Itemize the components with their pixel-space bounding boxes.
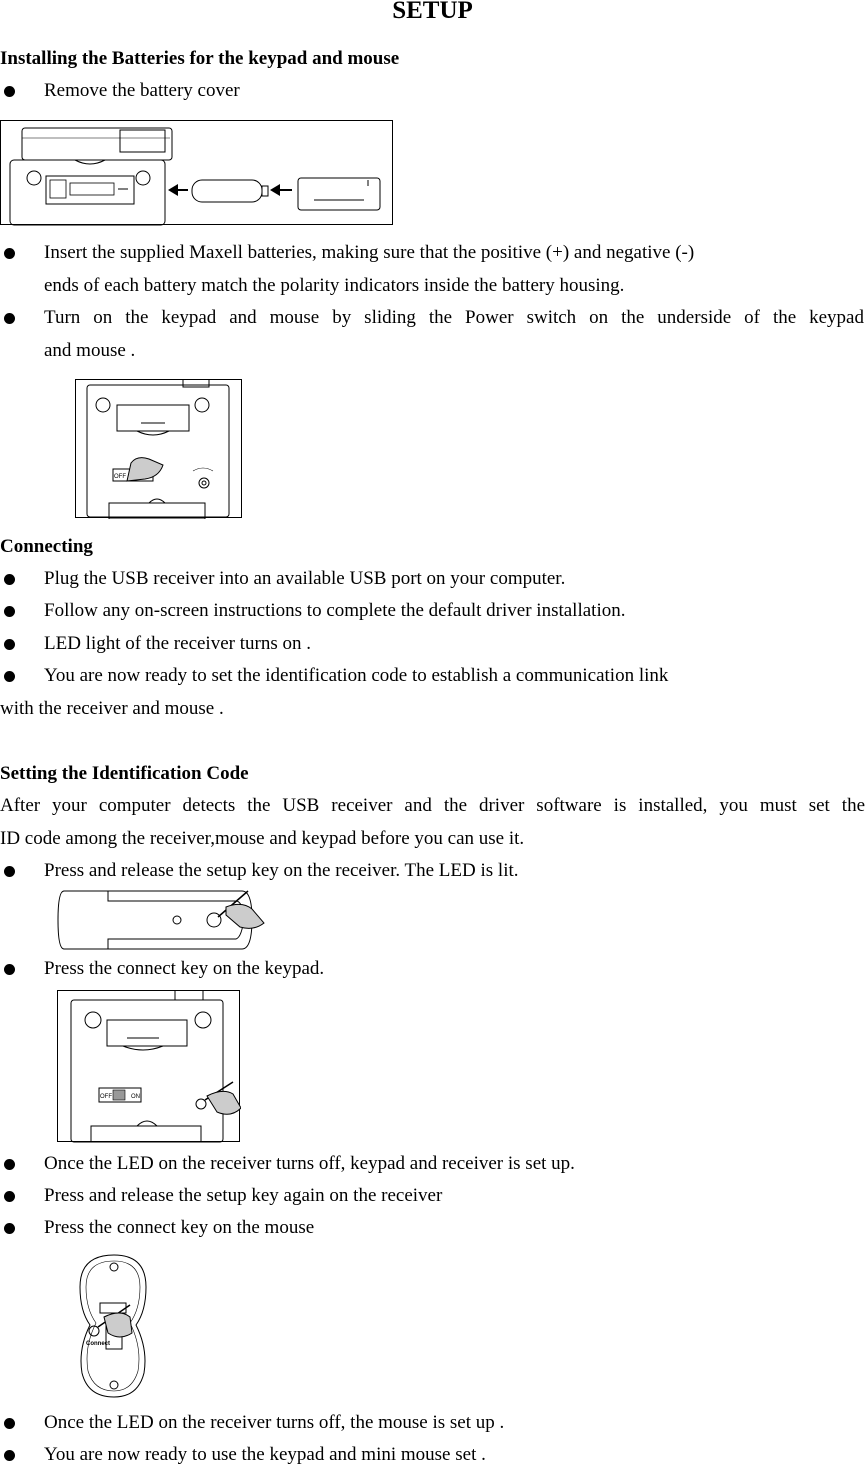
list-item-continuation: and mouse . (44, 340, 136, 361)
bullet-icon (4, 639, 15, 650)
connect-label: Connect (86, 1341, 110, 1347)
list-item: Turn on the keypad and mouse by sliding the Power switch on the underside of the keypad (44, 307, 864, 328)
battery-cover-figure (0, 120, 394, 226)
list-item: You are now ready to use the keypad and mini mouse set . (44, 1444, 486, 1465)
bullet-icon (4, 1159, 15, 1170)
list-item: Remove the battery cover (44, 80, 240, 101)
keypad-power-switch-figure (75, 379, 243, 519)
list-item: Plug the USB receiver into an available USB port on your computer. (44, 568, 566, 589)
bullet-icon (4, 671, 15, 682)
list-item: Once the LED on the receiver turns off, the mouse is set up . (44, 1412, 505, 1433)
list-item-continuation: ends of each battery match the polarity indicators inside the battery housing. (44, 275, 625, 296)
bullet-icon (4, 606, 15, 617)
paragraph-line: ID code among the receiver,mouse and keypad before you can use it. (0, 828, 525, 849)
mouse-connect-key-figure (74, 1253, 154, 1399)
bullet-icon (4, 1450, 15, 1461)
keypad-connect-key-figure (57, 990, 241, 1143)
list-item: Once the LED on the receiver turns off, keypad and receiver is set up. (44, 1153, 575, 1174)
list-item: Press the connect key on the mouse (44, 1217, 315, 1238)
bullet-icon (4, 248, 15, 259)
bullet-icon (4, 1223, 15, 1234)
section-heading-connecting: Connecting (0, 536, 93, 557)
list-item: LED light of the receiver turns on . (44, 633, 311, 654)
off-label: OFF (100, 1094, 112, 1100)
list-item: Press and release the setup key again on the receiver (44, 1185, 443, 1206)
list-item-continuation: with the receiver and mouse . (0, 698, 224, 719)
bullet-icon (4, 866, 15, 877)
bullet-icon (4, 1418, 15, 1429)
bullet-icon (4, 574, 15, 585)
receiver-setup-key-figure (56, 887, 266, 953)
bullet-icon (4, 964, 15, 975)
bullet-icon (4, 1191, 15, 1202)
list-item: You are now ready to set the identification code to establish a communication link (44, 665, 669, 686)
list-item: Press and release the setup key on the receiver. The LED is lit. (44, 860, 519, 881)
bullet-icon (4, 313, 15, 324)
list-item: Follow any on-screen instructions to complete the default driver installation. (44, 600, 626, 621)
list-item: Press the connect key on the keypad. (44, 958, 325, 979)
bullet-icon (4, 86, 15, 97)
on-label: ON (131, 1094, 140, 1100)
list-item: Insert the supplied Maxell batteries, making sure that the positive (+) and negative (-) (44, 242, 695, 263)
paragraph-line: After your computer detects the USB receiver and the driver software is installed, you must set the (0, 795, 865, 816)
section-heading-identification: Setting the Identification Code (0, 763, 249, 784)
off-label: OFF (114, 474, 126, 480)
page-title: SETUP (392, 0, 473, 24)
section-heading-batteries: Installing the Batteries for the keypad and mouse (0, 48, 400, 69)
